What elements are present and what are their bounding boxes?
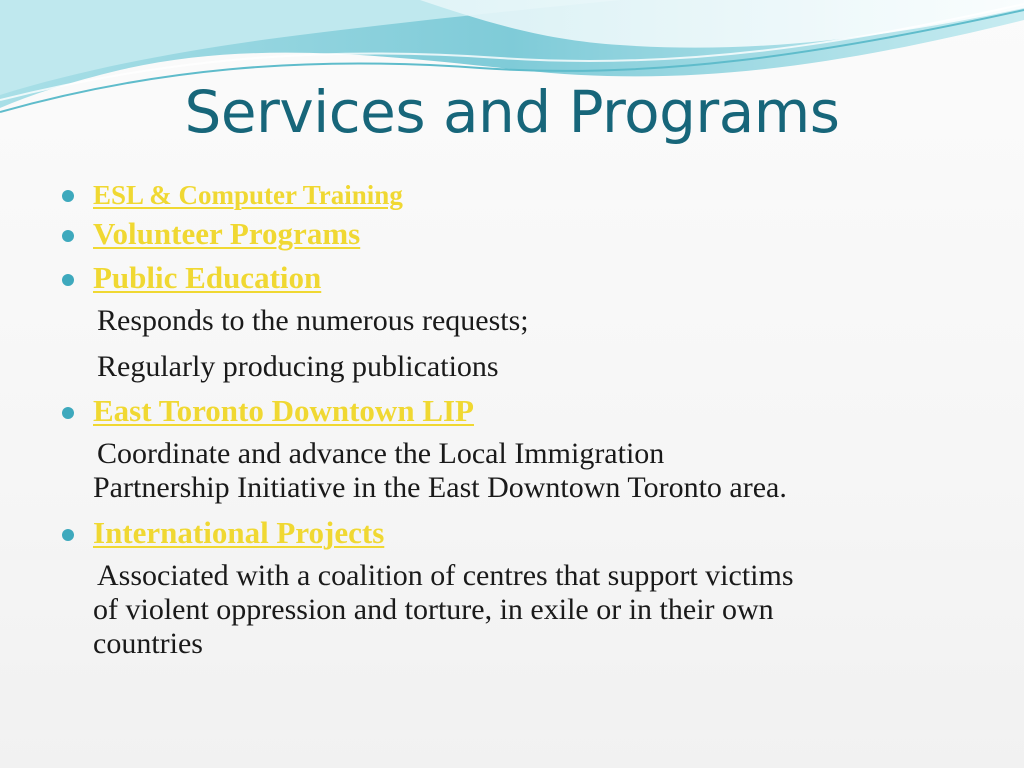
esl-computer-training-link[interactable]: ESL & Computer Training <box>93 180 403 210</box>
list-item <box>60 515 960 559</box>
international-projects-description <box>60 559 960 661</box>
bullet-icon <box>62 190 74 202</box>
east-toronto-lip-description <box>60 437 960 505</box>
bullet-icon <box>62 407 74 419</box>
list-item <box>60 176 960 216</box>
list-item <box>60 393 960 437</box>
bullet-icon <box>62 274 74 286</box>
volunteer-programs-link[interactable]: Volunteer Programs <box>93 216 361 251</box>
bullet-icon <box>62 230 74 242</box>
east-toronto-downtown-lip-link[interactable]: East Toronto Downtown LIP <box>93 393 474 428</box>
description-line: countries <box>93 627 203 660</box>
list-item <box>60 260 960 304</box>
public-education-description <box>60 301 960 393</box>
description-line: Partnership Initiative in the East Downtown Toronto area. <box>93 471 787 504</box>
slide-body <box>60 176 960 661</box>
international-projects-link[interactable]: International Projects <box>93 515 385 550</box>
description-line: Associated with a coalition of centres that support victims <box>97 559 794 592</box>
list-item <box>60 216 960 260</box>
description-line: Regularly producing publications <box>97 350 499 383</box>
bullet-icon <box>62 529 74 541</box>
description-line: Coordinate and advance the Local Immigration <box>97 437 665 470</box>
description-line: of violent oppression and torture, in exile or in their own <box>93 593 774 626</box>
public-education-link[interactable]: Public Education <box>93 260 322 295</box>
slide-title: Services and Programs <box>184 78 840 146</box>
description-line: Responds to the numerous requests; <box>97 304 529 337</box>
